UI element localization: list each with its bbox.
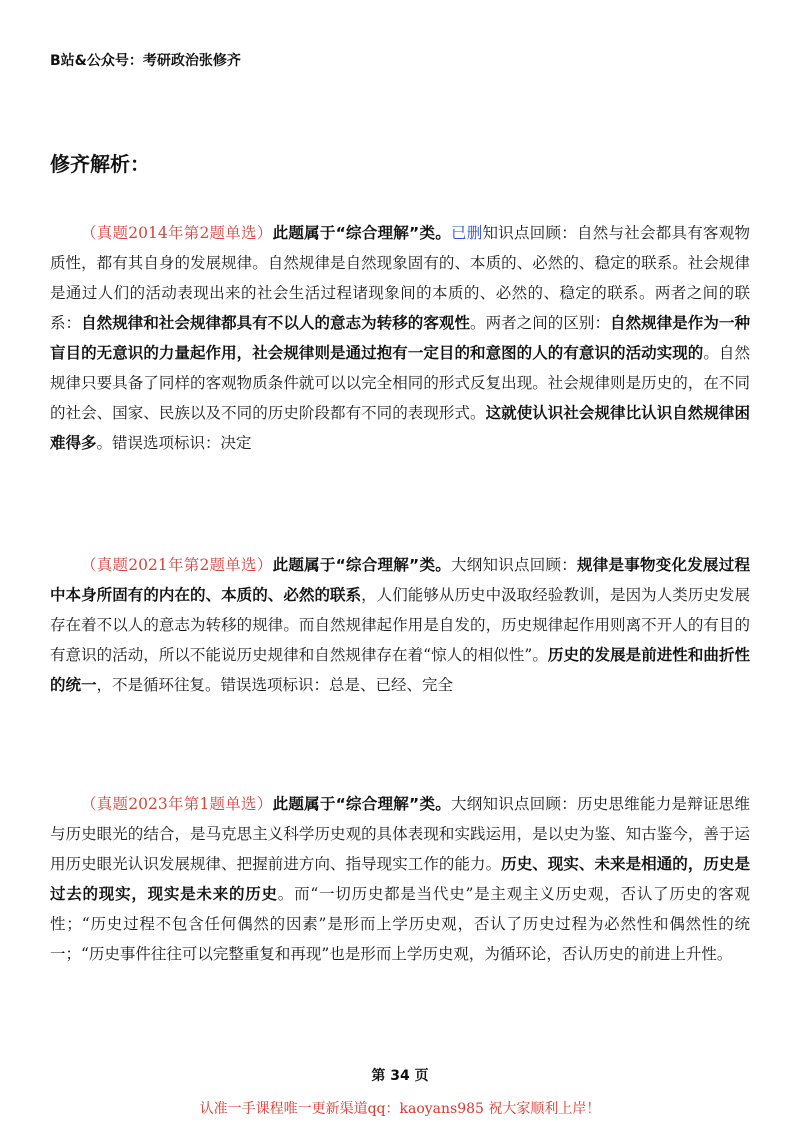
question-tag: （真题2023年第1题单选） [81,795,273,813]
paragraph-2021: （真题2021年第2题单选）此题属于“综合理解”类。大纲知识点回顾：规律是事物变化发展过程中本身所固有的内在的、本质的、必然的联系，人们能够从历史中汲取经验教训，是因为人类历史发展存在着不以人的意志为转移的规律。而自然规律起作用是自发的，历史规律起作用则离不开人的有目的有意识的活动，所以不能说历史规律和自然规律存在着“惊人的相似性”。历史的发展是前进性和曲折性的统一，不是循环往复。错误选项标识：总是、已经、完全 [50,556,750,694]
question-tag: （真题2021年第2题单选） [81,556,273,574]
paragraph-2023: （真题2023年第1题单选）此题属于“综合理解”类。大纲知识点回顾：历史思维能力是辩证思维与历史眼光的结合，是马克思主义科学历史观的具体表现和实践运用，是以史为鉴、知古鉴今，善于运用历史眼光认识发展规律、把握前进方向、指导现实工作的能力。历史、现实、未来是相通的，历史是过去的现实，现实是未来的历史。而“一切历史都是当代史”是主观主义历史观，否认了历史的客观性；“历史过程不包含任何偶然的因素”是形而上学历史观，否认了历史过程为必然性和偶然性的统一；“历史事件往往可以完整重复和再现”也是形而上学历史观，为循环论，否认历史的前进上升性。 [50,795,751,963]
category-label: “综合理解” [335,556,420,574]
deleted-mark: 已删 [450,224,483,242]
section-title: 修齐解析： [50,152,150,176]
page-header: B站&公众号：考研政治张修齐 [50,53,241,69]
page-number: 第 34 页 [371,1068,429,1084]
category-label: “综合理解” [335,224,420,242]
category-label: “综合理解” [335,795,420,813]
footer-note: 认准一手课程唯一更新渠道qq：kaoyans985 祝大家顺利上岸！ [199,1101,601,1117]
question-tag: （真题2014年第2题单选） [81,224,273,242]
paragraph-2014: （真题2014年第2题单选）此题属于“综合理解”类。已删知识点回顾：自然与社会都具有客观物质性，都有其自身的发展规律。自然规律是自然现象固有的、本质的、必然的、稳定的联系。社会规律是通过人们的活动表现出来的社会生活过程诸现象间的本质的、必然的、稳定的联系。两者之间的联系：自然规律和社会规律都具有不以人的意志为转移的客观性。两者之间的区别：自然规律是作为一种盲目的无意识的力量起作用，社会规律则是通过抱有一定目的和意图的人的有意识的活动实现的。自然规律只要具备了同样的客观物质条件就可以以完全相同的形式反复出现。社会规律则是历史的，在不同的社会、国家、民族以及不同的历史阶段都有不同的表现形式。这就使认识社会规律比认识自然规律困难得多。错误选项标识：决定 [50,224,750,452]
